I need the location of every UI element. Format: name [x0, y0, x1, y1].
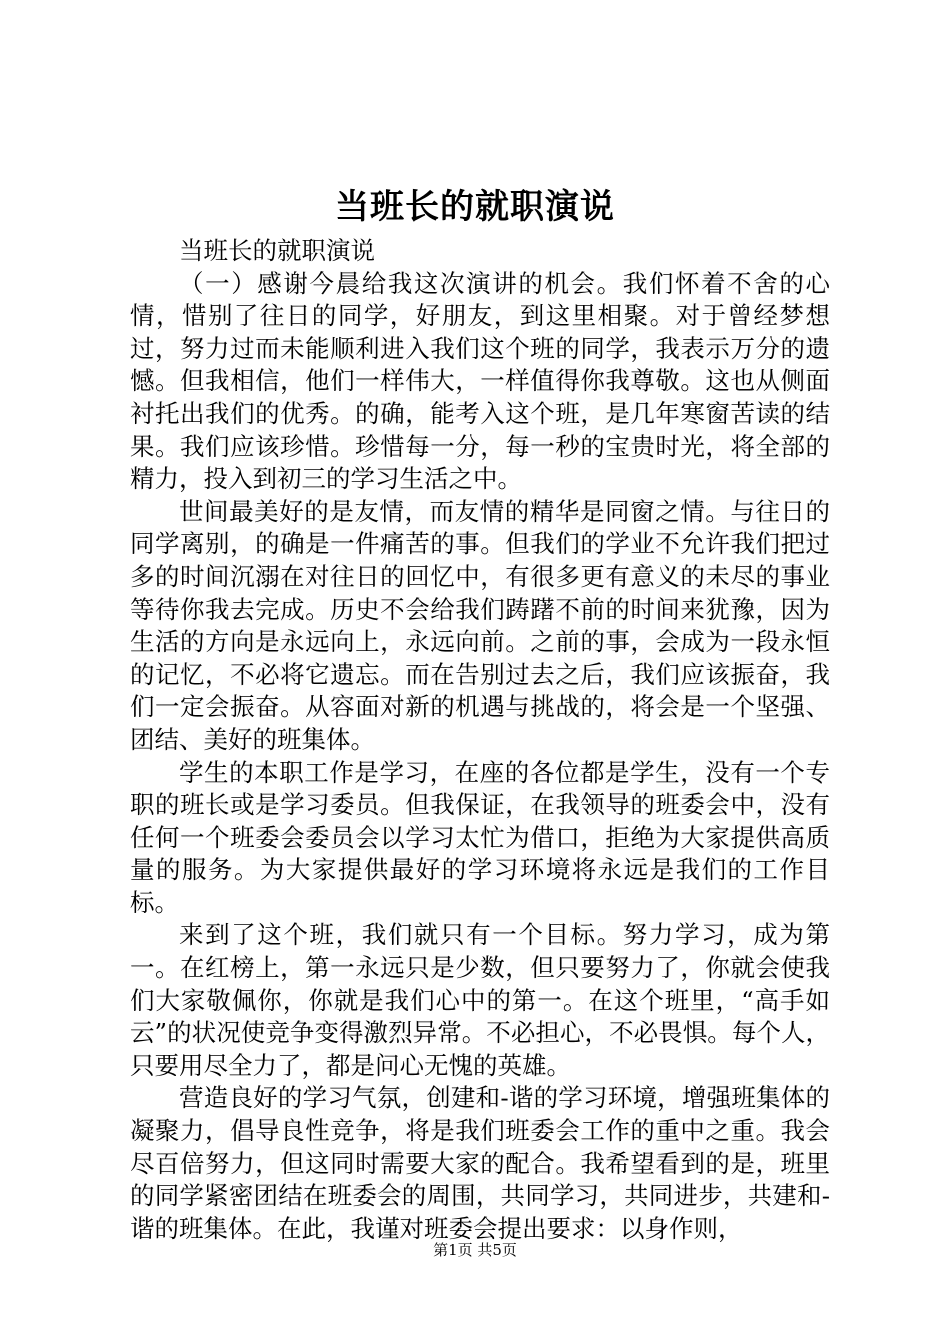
page-footer: 第1页 共5页 — [433, 1241, 517, 1259]
document-title: 当班长的就职演说 — [335, 187, 615, 227]
paragraph: 世间最美好的是友情，而友情的精华是同窗之情。与往日的同学离别，的确是一件痛苦的事。但我们的学业不允许我们把过多的时间沉溺在对往日的回忆中，有很多更有意义的未尽的事业等待你我去完成。历史不会给我们踌躇不前的时间来犹豫，因为生活的方向是永远向上，永远向前。之前的事，会成为一段永恒的记忆，不必将它遗忘。而在告别过去之后，我们应该振奋，我们一定会振奋。从容面对新的机遇与挑战的，将会是一个坚强、团结、美好的班集体。 — [130, 496, 830, 754]
subtitle-paragraph: 当班长的就职演说 — [179, 236, 375, 265]
paragraph: 来到了这个班，我们就只有一个目标。努力学习，成为第一。在红榜上，第一永远只是少数，但只要努力了，你就会使我们大家敬佩你，你就是我们心中的第一。在这个班里，“高手如云”的状况使竞争变得激烈异常。不必担心，不必畏惧。每个人，只要用尽全力了，都是问心无愧的英雄。 — [130, 920, 830, 1080]
paragraph: 营造良好的学习气氛，创建和-谐的学习环境，增强班集体的凝聚力，倡导良性竞争，将是我们班委会工作的重中之重。我会尽百倍努力，但这同时需要大家的配合。我希望看到的是，班里的同学紧密团结在班委会的周围，共同学习，共同进步，共建和-谐的班集体。在此，我谨对班委会提出要求：以身作则， — [130, 1083, 830, 1243]
paragraph: （一）感谢今晨给我这次演讲的机会。我们怀着不舍的心情，惜别了往日的同学，好朋友，到这里相聚。对于曾经梦想过，努力过而未能顺利进入我们这个班的同学，我表示万分的遗憾。但我相信，他们一样伟大，一样值得你我尊敬。这也从侧面衬托出我们的优秀。的确，能考入这个班，是几年寒窗苦读的结果。我们应该珍惜。珍惜每一分，每一秒的宝贵时光，将全部的精力，投入到初三的学习生活之中。 — [130, 268, 830, 494]
paragraph: 学生的本职工作是学习，在座的各位都是学生，没有一个专职的班长或是学习委员。但我保证，在我领导的班委会中，没有任何一个班委会委员会以学习太忙为借口，拒绝为大家提供高质量的服务。为大家提供最好的学习环境将永远是我们的工作目标。 — [130, 757, 830, 917]
document-body — [130, 235, 830, 1245]
